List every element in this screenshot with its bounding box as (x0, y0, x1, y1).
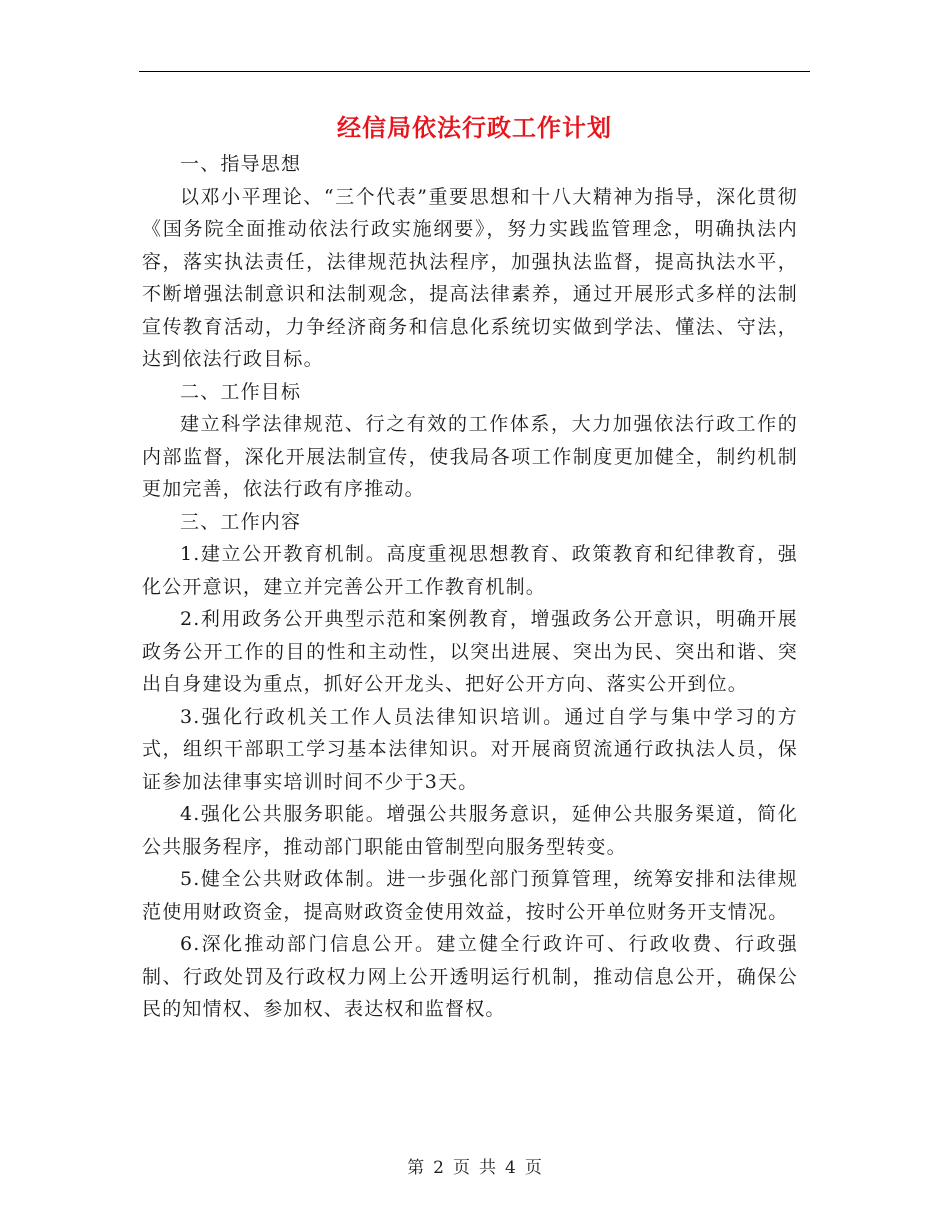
footer-prefix: 第 (407, 1158, 426, 1178)
footer-suffix: 页 (524, 1158, 543, 1178)
document-body (142, 148, 798, 1026)
header-rule (139, 71, 810, 72)
section-heading: 三、工作内容 (180, 510, 302, 533)
body-paragraph: 建立科学法律规范、行之有效的工作体系，大力加强依法行政工作的内部监督，深化开展法制宣传，使我局各项工作制度更加健全，制约机制更加完善，依法行政有序推动。 (142, 413, 798, 500)
list-item: 6.深化推动部门信息公开。建立健全行政许可、行政收费、行政强制、行政处罚及行政权力网上公开透明运行机制，推动信息公开，确保公民的知情权、参加权、表达权和监督权。 (142, 933, 798, 1020)
list-item: 4.强化公共服务职能。增强公共服务意识，延伸公共服务渠道，简化公共服务程序，推动部门职能由管制型向服务型转变。 (142, 803, 798, 858)
page-footer (0, 1153, 950, 1178)
total-pages-number: 4 (505, 1158, 517, 1178)
footer-total-label: 共 (479, 1158, 497, 1178)
document-title: 经信局依法行政工作计划 (337, 114, 612, 142)
section-heading: 二、工作目标 (180, 380, 302, 403)
list-item: 5.健全公共财政体制。进一步强化部门预算管理，统筹安排和法律规范使用财政资金，提高财政资金使用效益，按时公开单位财务开支情况。 (142, 868, 798, 923)
list-item: 3.强化行政机关工作人员法律知识培训。通过自学与集中学习的方式，组织干部职工学习基本法律知识。对开展商贸流通行政执法人员，保证参加法律事实培训时间不少于3天。 (142, 705, 798, 793)
list-item: 2.利用政务公开典型示范和案例教育，增强政务公开意识，明确开展政务公开工作的目的性和主动性，以突出进展、突出为民、突出和谐、突出自身建设为重点，抓好公开龙头、把好公开方向、落实公开到位。 (142, 608, 798, 695)
list-item: 1.建立公开教育机制。高度重视思想教育、政策教育和纪律教育，强化公开意识，建立并完善公开工作教育机制。 (142, 543, 798, 598)
body-paragraph: 以邓小平理论、“三个代表”重要思想和十八大精神为指导，深化贯彻《国务院全面推动依法行政实施纲要》，努力实践监管理念，明确执法内容，落实执法责任，法律规范执法程序，加强执法监督，提高执法水平，不断增强法制意识和法制观念，提高法律素养，通过开展形式多样的法制宣传教育活动，力争经济商务和信息化系统切实做到学法、懂法、守法，达到依法行政目标。 (142, 185, 798, 370)
current-page-number: 2 (433, 1158, 445, 1178)
section-heading: 一、指导思想 (180, 153, 302, 175)
footer-page-label: 页 (453, 1158, 471, 1178)
